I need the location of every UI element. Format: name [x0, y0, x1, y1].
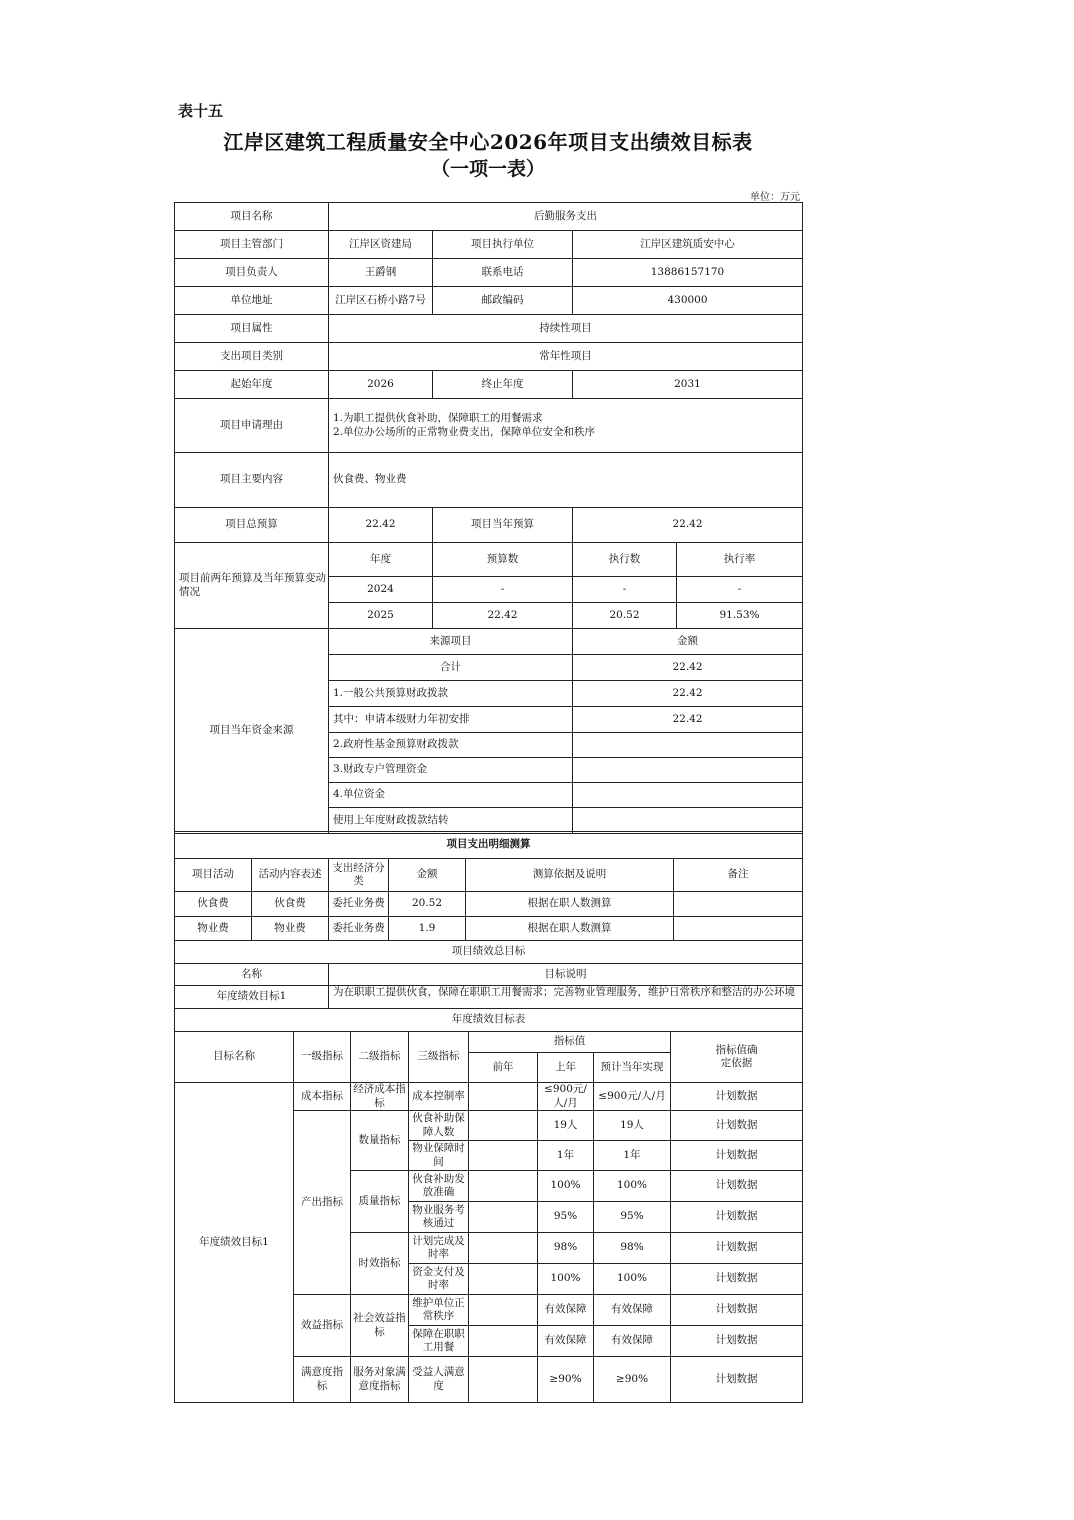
l1-indicator: 满意度指标 — [294, 1357, 351, 1403]
annual-target-name: 年度绩效目标1 — [175, 1083, 294, 1403]
history-header-executed: 执行数 — [573, 543, 677, 577]
project-name-label: 项目名称 — [175, 203, 329, 231]
value-basis: 计划数据 — [671, 1111, 803, 1141]
l1-indicator: 成本指标 — [294, 1083, 351, 1111]
history-header-budget: 预算数 — [433, 543, 573, 577]
total-budget-value: 22.42 — [329, 508, 433, 543]
value-prev1: ≤900元/人/月 — [538, 1083, 594, 1111]
address-label: 单位地址 — [175, 287, 329, 315]
content-value: 伙食费、物业费 — [329, 453, 803, 508]
reason-label: 项目申请理由 — [175, 399, 329, 453]
value-current: 19人 — [594, 1111, 671, 1141]
annual-header-value: 指标值 — [469, 1032, 671, 1053]
history-label: 项目前两年预算及当年预算变动情况 — [175, 543, 329, 629]
detail-cell — [674, 892, 803, 917]
year-budget-value: 22.42 — [573, 508, 803, 543]
value-prev2 — [469, 1357, 538, 1403]
value-prev1: 有效保障 — [538, 1326, 594, 1357]
detail-cell: 20.52 — [389, 892, 466, 917]
funding-amount — [573, 758, 803, 783]
value-current: 1年 — [594, 1141, 671, 1171]
dept-label: 项目主管部门 — [175, 231, 329, 259]
l2-indicator: 服务对象满意度指标 — [351, 1357, 409, 1403]
overall-goal-text — [329, 986, 803, 1009]
address-value: 江岸区石桥小路7号 — [329, 287, 433, 315]
detail-cell: 物业费 — [252, 917, 329, 941]
l3-indicator: 物业保障时间 — [409, 1141, 469, 1171]
start-year-value: 2026 — [329, 371, 433, 399]
reason-line-1: 1.为职工提供伙食补助，保障职工的用餐需求 — [333, 412, 543, 425]
postcode-label: 邮政编码 — [433, 287, 573, 315]
basic-info-table — [174, 202, 803, 834]
value-current: ≤900元/人/月 — [594, 1083, 671, 1111]
value-prev2 — [469, 1233, 538, 1264]
funding-amount — [573, 783, 803, 808]
page-title: 江岸区建筑工程质量安全中心2026年项目支出绩效目标表 — [223, 130, 753, 154]
l3-indicator: 成本控制率 — [409, 1083, 469, 1111]
l3-indicator: 伙食补助发放准确 — [409, 1171, 469, 1202]
value-basis: 计划数据 — [671, 1141, 803, 1171]
history-cell: - — [573, 577, 677, 603]
total-budget-label: 项目总预算 — [175, 508, 329, 543]
history-cell: - — [433, 577, 573, 603]
history-cell: - — [677, 577, 803, 603]
value-prev2 — [469, 1326, 538, 1357]
category-label: 支出项目类别 — [175, 343, 329, 371]
overall-goal-text-inner: 为在职职工提供伙食，保障在职职工用餐需求；完善物业管理服务，维护日常秩序和整洁的办公环境 — [333, 986, 795, 998]
l2-indicator: 时效指标 — [351, 1233, 409, 1295]
annual-header-basis: 指标值确定依据 — [671, 1032, 803, 1083]
detail-header: 支出经济分类 — [329, 859, 389, 892]
history-cell: 91.53% — [677, 603, 803, 629]
funding-source: 3.财政专户管理资金 — [329, 758, 573, 783]
value-prev2 — [469, 1295, 538, 1326]
value-prev2 — [469, 1202, 538, 1233]
funding-amount — [573, 808, 803, 834]
funding-source: 4.单位资金 — [329, 783, 573, 808]
funding-amount: 22.42 — [573, 681, 803, 707]
history-cell: 20.52 — [573, 603, 677, 629]
detail-header: 测算依据及说明 — [466, 859, 674, 892]
table-label: 表十五 — [178, 102, 224, 120]
value-current: 100% — [594, 1264, 671, 1295]
start-year-label: 起始年度 — [175, 371, 329, 399]
value-basis: 计划数据 — [671, 1233, 803, 1264]
value-basis: 计划数据 — [671, 1202, 803, 1233]
value-prev1: 1年 — [538, 1141, 594, 1171]
annual-header-l1: 一级指标 — [294, 1032, 351, 1083]
value-current: 有效保障 — [594, 1326, 671, 1357]
year-budget-label: 项目当年预算 — [433, 508, 573, 543]
exec-unit-value: 江岸区建筑质安中心 — [573, 231, 803, 259]
history-cell: 2024 — [329, 577, 433, 603]
detail-header: 金额 — [389, 859, 466, 892]
value-prev2 — [469, 1111, 538, 1141]
detail-cell: 委托业务费 — [329, 892, 389, 917]
value-prev1: 100% — [538, 1171, 594, 1202]
l3-indicator: 物业服务考核通过 — [409, 1202, 469, 1233]
funding-source: 1.一般公共预算财政拨款 — [329, 681, 573, 707]
detail-cell: 根据在职人数测算 — [466, 917, 674, 941]
value-prev2 — [469, 1141, 538, 1171]
funding-amount: 22.42 — [573, 655, 803, 681]
value-current: 有效保障 — [594, 1295, 671, 1326]
funding-source: 2.政府性基金预算财政拨款 — [329, 733, 573, 758]
l3-indicator: 维护单位正常秩序 — [409, 1295, 469, 1326]
funding-amount — [573, 733, 803, 758]
dept-value: 江岸区资建局 — [329, 231, 433, 259]
value-basis: 计划数据 — [671, 1357, 803, 1403]
l3-indicator: 资金支付及时率 — [409, 1264, 469, 1295]
unit-label: 单位：万元 — [750, 192, 800, 203]
attr-label: 项目属性 — [175, 315, 329, 343]
exec-unit-label: 项目执行单位 — [433, 231, 573, 259]
attr-value: 持续性项目 — [329, 315, 803, 343]
annual-header-target: 目标名称 — [175, 1032, 294, 1083]
overall-name-label: 名称 — [175, 964, 329, 986]
value-prev1: 有效保障 — [538, 1295, 594, 1326]
detail-header: 项目活动 — [175, 859, 252, 892]
postcode-value: 430000 — [573, 287, 803, 315]
history-cell: 2025 — [329, 603, 433, 629]
detail-table — [174, 831, 803, 1009]
reason-line-2: 2.单位办公场所的正常物业费支出，保障单位安全和秩序 — [333, 425, 596, 438]
funding-header-source: 来源项目 — [329, 629, 573, 655]
end-year-value: 2031 — [573, 371, 803, 399]
value-prev1: 98% — [538, 1233, 594, 1264]
l2-indicator: 经济成本指标 — [351, 1083, 409, 1111]
value-prev2 — [469, 1171, 538, 1202]
l1-indicator: 产出指标 — [294, 1111, 351, 1295]
value-prev2 — [469, 1264, 538, 1295]
detail-cell: 根据在职人数测算 — [466, 892, 674, 917]
value-basis: 计划数据 — [671, 1083, 803, 1111]
detail-cell: 委托业务费 — [329, 917, 389, 941]
value-basis: 计划数据 — [671, 1295, 803, 1326]
detail-cell: 1.9 — [389, 917, 466, 941]
value-current: 98% — [594, 1233, 671, 1264]
detail-cell: 物业费 — [175, 917, 252, 941]
content-label: 项目主要内容 — [175, 453, 329, 508]
project-name-value: 后勤服务支出 — [329, 203, 803, 231]
detail-title: 项目支出明细测算 — [175, 832, 803, 859]
l2-indicator: 质量指标 — [351, 1171, 409, 1233]
value-prev1: ≥90% — [538, 1357, 594, 1403]
leader-label: 项目负责人 — [175, 259, 329, 287]
detail-header: 活动内容表述 — [252, 859, 329, 892]
overall-goal-label: 年度绩效目标1 — [175, 986, 329, 1009]
value-basis: 计划数据 — [671, 1171, 803, 1202]
overall-desc-label: 目标说明 — [329, 964, 803, 986]
l2-indicator: 社会效益指标 — [351, 1295, 409, 1357]
annual-header-prev1: 上年 — [538, 1053, 594, 1083]
value-current: 100% — [594, 1171, 671, 1202]
phone-value: 13886157170 — [573, 259, 803, 287]
history-header-year: 年度 — [329, 543, 433, 577]
history-cell: 22.42 — [433, 603, 573, 629]
funding-label: 项目当年资金来源 — [175, 629, 329, 834]
detail-cell — [674, 917, 803, 941]
funding-amount: 22.42 — [573, 707, 803, 733]
value-current: ≥90% — [594, 1357, 671, 1403]
annual-header-l2: 二级指标 — [351, 1032, 409, 1083]
value-current: 95% — [594, 1202, 671, 1233]
l3-indicator: 计划完成及时率 — [409, 1233, 469, 1264]
category-value: 常年性项目 — [329, 343, 803, 371]
value-prev2 — [469, 1083, 538, 1111]
value-prev1: 100% — [538, 1264, 594, 1295]
value-basis: 计划数据 — [671, 1326, 803, 1357]
funding-source: 合计 — [329, 655, 573, 681]
annual-header-l3: 三级指标 — [409, 1032, 469, 1083]
funding-source: 使用上年度财政拨款结转 — [329, 808, 573, 834]
value-prev1: 19人 — [538, 1111, 594, 1141]
phone-label: 联系电话 — [433, 259, 573, 287]
l3-indicator: 受益人满意度 — [409, 1357, 469, 1403]
value-basis: 计划数据 — [671, 1264, 803, 1295]
detail-cell: 伙食费 — [175, 892, 252, 917]
overall-goal-title: 项目绩效总目标 — [175, 941, 803, 964]
l3-indicator: 保障在职职工用餐 — [409, 1326, 469, 1357]
annual-header-prev2: 前年 — [469, 1053, 538, 1083]
l1-indicator: 效益指标 — [294, 1295, 351, 1357]
l3-indicator: 伙食补助保障人数 — [409, 1111, 469, 1141]
detail-header: 备注 — [674, 859, 803, 892]
reason-value — [329, 399, 803, 453]
value-prev1: 95% — [538, 1202, 594, 1233]
funding-header-amount: 金额 — [573, 629, 803, 655]
l2-indicator: 数量指标 — [351, 1111, 409, 1171]
leader-value: 王爵钢 — [329, 259, 433, 287]
page-subtitle: （一项一表） — [430, 158, 545, 180]
history-header-rate: 执行率 — [677, 543, 803, 577]
annual-target-table — [174, 1008, 803, 1403]
detail-cell: 伙食费 — [252, 892, 329, 917]
annual-title: 年度绩效目标表 — [175, 1009, 803, 1032]
end-year-label: 终止年度 — [433, 371, 573, 399]
annual-header-current: 预计当年实现 — [594, 1053, 671, 1083]
funding-source: 其中：申请本级财力年初安排 — [329, 707, 573, 733]
